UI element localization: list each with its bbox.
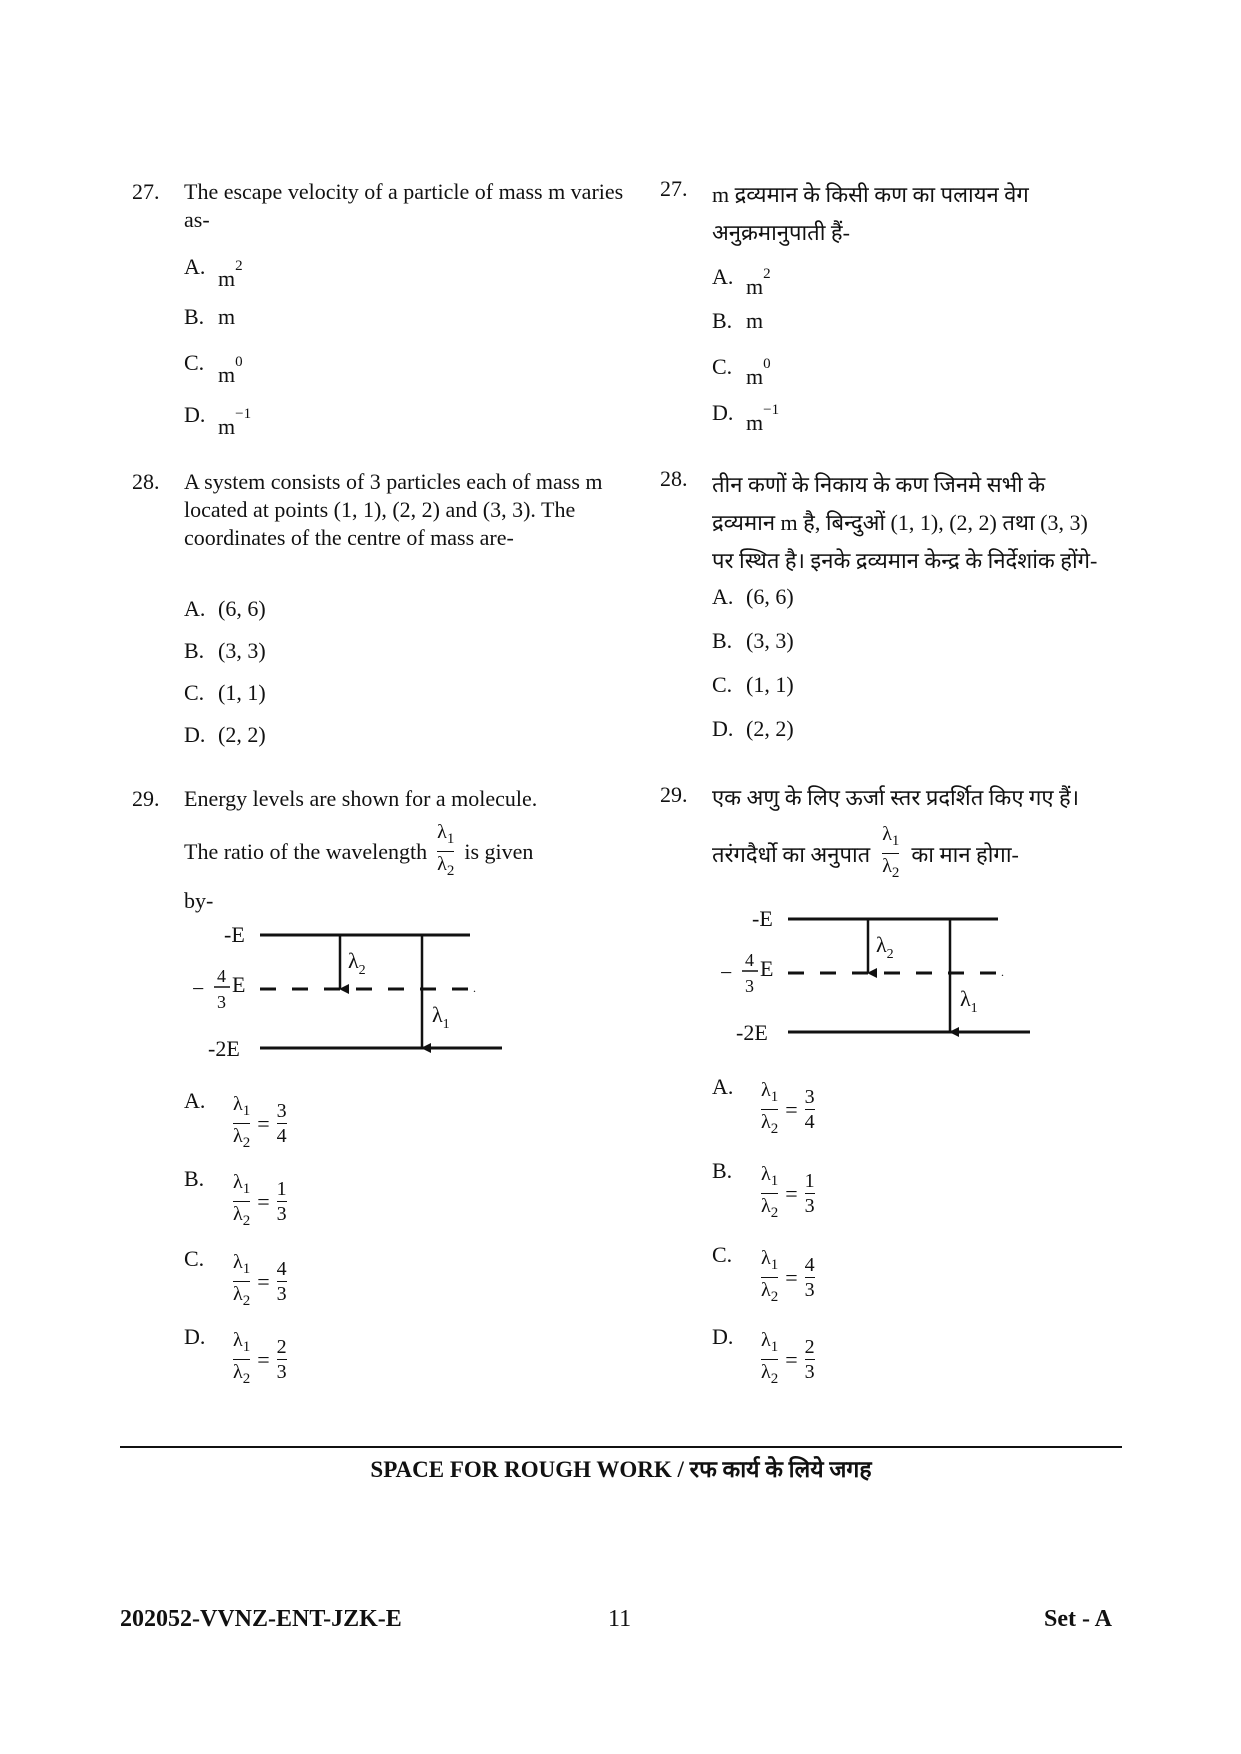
svg-text:4: 4 bbox=[217, 966, 226, 986]
level-top-label: -E bbox=[224, 922, 245, 947]
svg-text:3: 3 bbox=[217, 992, 226, 1012]
option-a: A. $\frac{\lambda_1}{\lambda_2}$ = $\frac{3}{4}$ bbox=[184, 1088, 287, 1151]
svg-text:E: E bbox=[760, 956, 774, 981]
question-text: A system consists of 3 particles each of mass m located at points (1, 1), (2, 2) and (3, 3). The coordinates of the centre of mass are- bbox=[184, 469, 603, 550]
option-b: B. $\frac{\lambda_1}{\lambda_2}$ = $\frac{1}{3}$ bbox=[184, 1166, 287, 1229]
option-a: A. $m^2$ bbox=[712, 264, 771, 299]
level-bottom-label: -2E bbox=[208, 1036, 240, 1061]
question-29-en-line3: by- bbox=[184, 888, 214, 913]
arrow-lambda2-label: $\lambda_2$ bbox=[348, 948, 366, 978]
set-label: Set - A bbox=[1044, 1606, 1112, 1632]
option-b: B. $\frac{\lambda_1}{\lambda_2}$ = $\frac{1}{3}$ bbox=[712, 1158, 815, 1221]
arrow-lambda1-label: $\lambda_1$ bbox=[960, 986, 978, 1016]
level-bottom-label: -2E bbox=[736, 1020, 768, 1045]
svg-text:.: . bbox=[1001, 965, 1004, 979]
option-a: A. $\frac{\lambda_1}{\lambda_2}$ = $\frac{3}{4}$ bbox=[712, 1074, 815, 1137]
question-line1: m द्रव्यमान के किसी कण का पलायन वेग bbox=[712, 182, 1029, 207]
question-29-en-line2: The ratio of the wavelength $\frac{\lambda_1}{\lambda_2}$ is given bbox=[184, 820, 533, 883]
svg-text:4: 4 bbox=[745, 950, 754, 970]
option-d: D. (2, 2) bbox=[712, 716, 794, 741]
question-29-hi-line2: तरंगदैर्धो का अनुपात $\frac{\lambda_1}{\lambda_2}$ का मान होगा- bbox=[712, 822, 1019, 885]
question-number: 27. bbox=[660, 176, 688, 201]
paper-code: 202052-VVNZ-ENT-JZK-E bbox=[120, 1606, 402, 1632]
option-c: C. (1, 1) bbox=[712, 672, 794, 697]
question-line1: तीन कणों के निकाय के कण जिनमे सभी के bbox=[712, 472, 1046, 497]
lambda-ratio: $\frac{\lambda_1}{\lambda_2}$ bbox=[882, 823, 900, 881]
question-line3: पर स्थित है। इनके द्रव्यमान केन्द्र के निर्देशांक होंगे- bbox=[712, 548, 1098, 573]
rough-work-heading: SPACE FOR ROUGH WORK / रफ कार्य के लिये जगह bbox=[370, 1457, 872, 1482]
svg-text:−: − bbox=[720, 960, 733, 985]
option-d: D. $m^{-1}$ bbox=[184, 402, 252, 439]
option-d: D. $m^{-1}$ bbox=[712, 400, 780, 435]
option-a: A. (6, 6) bbox=[184, 596, 266, 621]
question-line1: एक अणु के लिए ऊर्जा स्तर प्रदर्शित किए गए हैं। bbox=[712, 785, 1080, 810]
option-b: B. (3, 3) bbox=[712, 628, 794, 653]
question-number: 28. bbox=[660, 466, 688, 491]
question-number: 27. bbox=[132, 179, 160, 204]
question-line1: Energy levels are shown for a molecule. bbox=[184, 786, 538, 811]
option-a: A. $m^2$ bbox=[184, 254, 243, 291]
option-d: D. $\frac{\lambda_1}{\lambda_2}$ = $\frac{2}{3}$ bbox=[184, 1324, 287, 1387]
option-c: C. (1, 1) bbox=[184, 680, 266, 705]
lambda-ratio: $\frac{\lambda_1}{\lambda_2}$ bbox=[437, 821, 455, 879]
level-top-label: -E bbox=[752, 906, 773, 931]
energy-level-diagram-en bbox=[190, 920, 520, 1070]
svg-text:.: . bbox=[473, 981, 476, 995]
question-number: 29. bbox=[132, 786, 160, 811]
option-a: A. (6, 6) bbox=[712, 584, 794, 609]
svg-text:−: − bbox=[192, 976, 205, 1001]
option-c: C. $\frac{\lambda_1}{\lambda_2}$ = $\frac{4}{3}$ bbox=[712, 1242, 815, 1305]
option-c: C. $m^0$ bbox=[184, 350, 243, 387]
option-d: D. (2, 2) bbox=[184, 722, 266, 747]
option-b: B. m bbox=[184, 304, 236, 329]
energy-level-diagram-hi bbox=[718, 904, 1048, 1054]
svg-text:E: E bbox=[232, 972, 246, 997]
arrow-lambda1-label: $\lambda_1$ bbox=[432, 1002, 450, 1032]
option-c: C. $\frac{\lambda_1}{\lambda_2}$ = $\frac{4}{3}$ bbox=[184, 1246, 287, 1309]
question-number: 28. bbox=[132, 469, 160, 494]
option-b: B. (3, 3) bbox=[184, 638, 266, 663]
svg-text:3: 3 bbox=[745, 976, 754, 996]
page-number: 11 bbox=[608, 1606, 632, 1632]
arrow-lambda2-label: $\lambda_2$ bbox=[876, 932, 894, 962]
question-number: 29. bbox=[660, 782, 688, 807]
question-text: The escape velocity of a particle of mass m varies as- bbox=[184, 179, 624, 232]
divider-line bbox=[120, 1446, 1122, 1448]
question-line2: द्रव्यमान m है, बिन्दुओं (1, 1), (2, 2) तथा (3, 3) bbox=[712, 510, 1088, 535]
option-c: C. $m^0$ bbox=[712, 354, 771, 389]
option-d: D. $\frac{\lambda_1}{\lambda_2}$ = $\frac{2}{3}$ bbox=[712, 1324, 815, 1387]
option-b: B. m bbox=[712, 308, 764, 333]
question-line2: अनुक्रमानुपाती हैं- bbox=[712, 220, 850, 245]
